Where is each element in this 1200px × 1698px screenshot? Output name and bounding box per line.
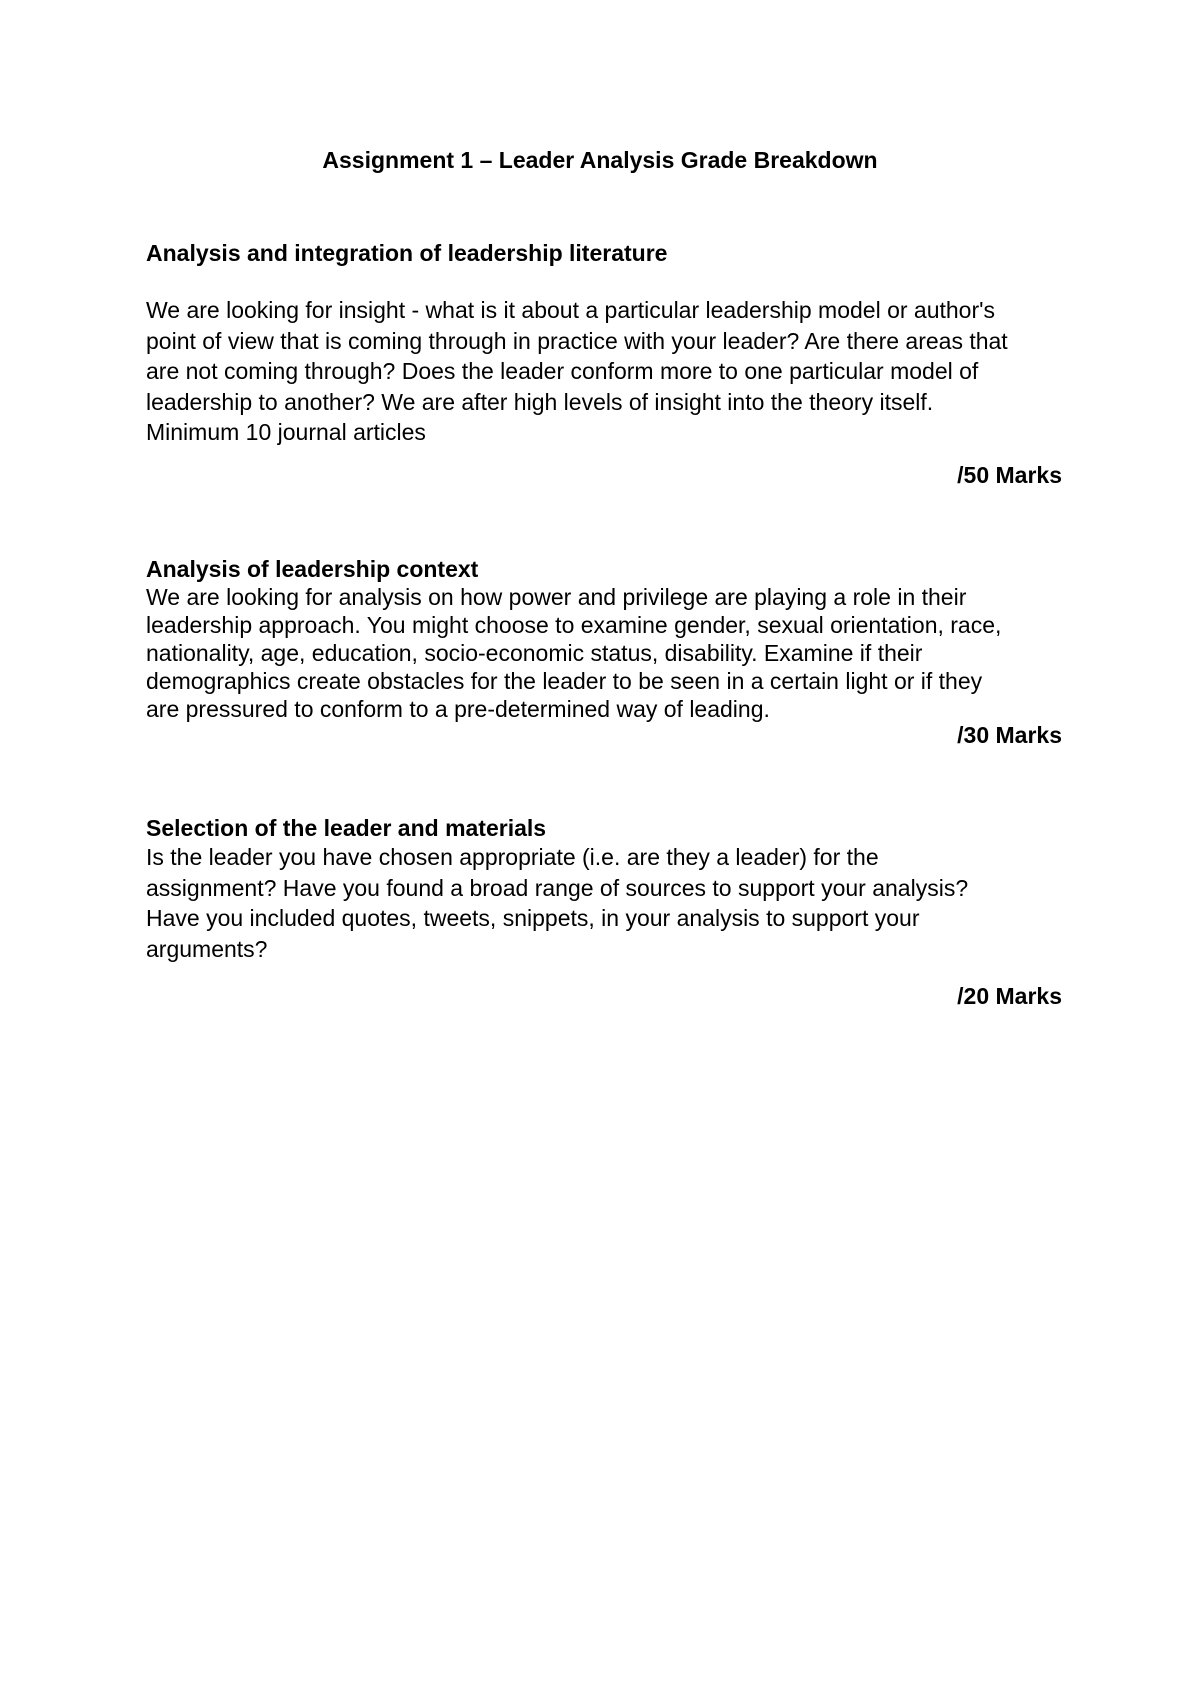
section-heading: Analysis of leadership context — [146, 556, 479, 582]
section-heading: Selection of the leader and materials — [146, 815, 547, 841]
marks-context: /30 Marks — [957, 722, 1062, 748]
marks-literature: /50 Marks — [957, 462, 1062, 488]
marks-selection: /20 Marks — [957, 983, 1062, 1009]
body-line: nationality, age, education, socio-economic status, disability. Examine if their — [146, 640, 923, 666]
body-line: Minimum 10 journal articles — [146, 419, 426, 445]
body-line: assignment? Have you found a broad range of sources to support your analysis? — [146, 874, 969, 901]
body-line: We are looking for insight - what is it about a particular leadership model or author's — [146, 297, 996, 323]
section-body — [146, 295, 1062, 448]
section-heading: Analysis and integration of leadership literature — [146, 240, 668, 266]
body-line: leadership approach. You might choose to examine gender, sexual orientation, race, — [146, 612, 1002, 638]
body-line: arguments? — [146, 935, 268, 962]
document-title: Assignment 1 – Leader Analysis Grade Breakdown — [322, 147, 878, 173]
section-body — [146, 583, 1062, 723]
body-line: Is the leader you have chosen appropriate (i.e. are they a leader) for the — [146, 844, 879, 870]
body-line: are pressured to conform to a pre-determined way of leading. — [146, 696, 770, 722]
section-body — [146, 842, 1062, 964]
body-line: are not coming through? Does the leader conform more to one particular model of — [146, 358, 979, 384]
body-line: leadership to another? We are after high levels of insight into the theory itself. — [146, 388, 934, 415]
section-literature — [146, 239, 1062, 448]
section-selection — [146, 814, 1062, 964]
body-line: point of view that is coming through in practice with your leader? Are there areas that — [146, 327, 1008, 354]
section-context — [146, 555, 1062, 723]
body-line: demographics create obstacles for the leader to be seen in a certain light or if they — [146, 668, 983, 694]
body-line: We are looking for analysis on how power and privilege are playing a role in their — [146, 584, 967, 610]
body-line: Have you included quotes, tweets, snippets, in your analysis to support your — [146, 905, 920, 931]
